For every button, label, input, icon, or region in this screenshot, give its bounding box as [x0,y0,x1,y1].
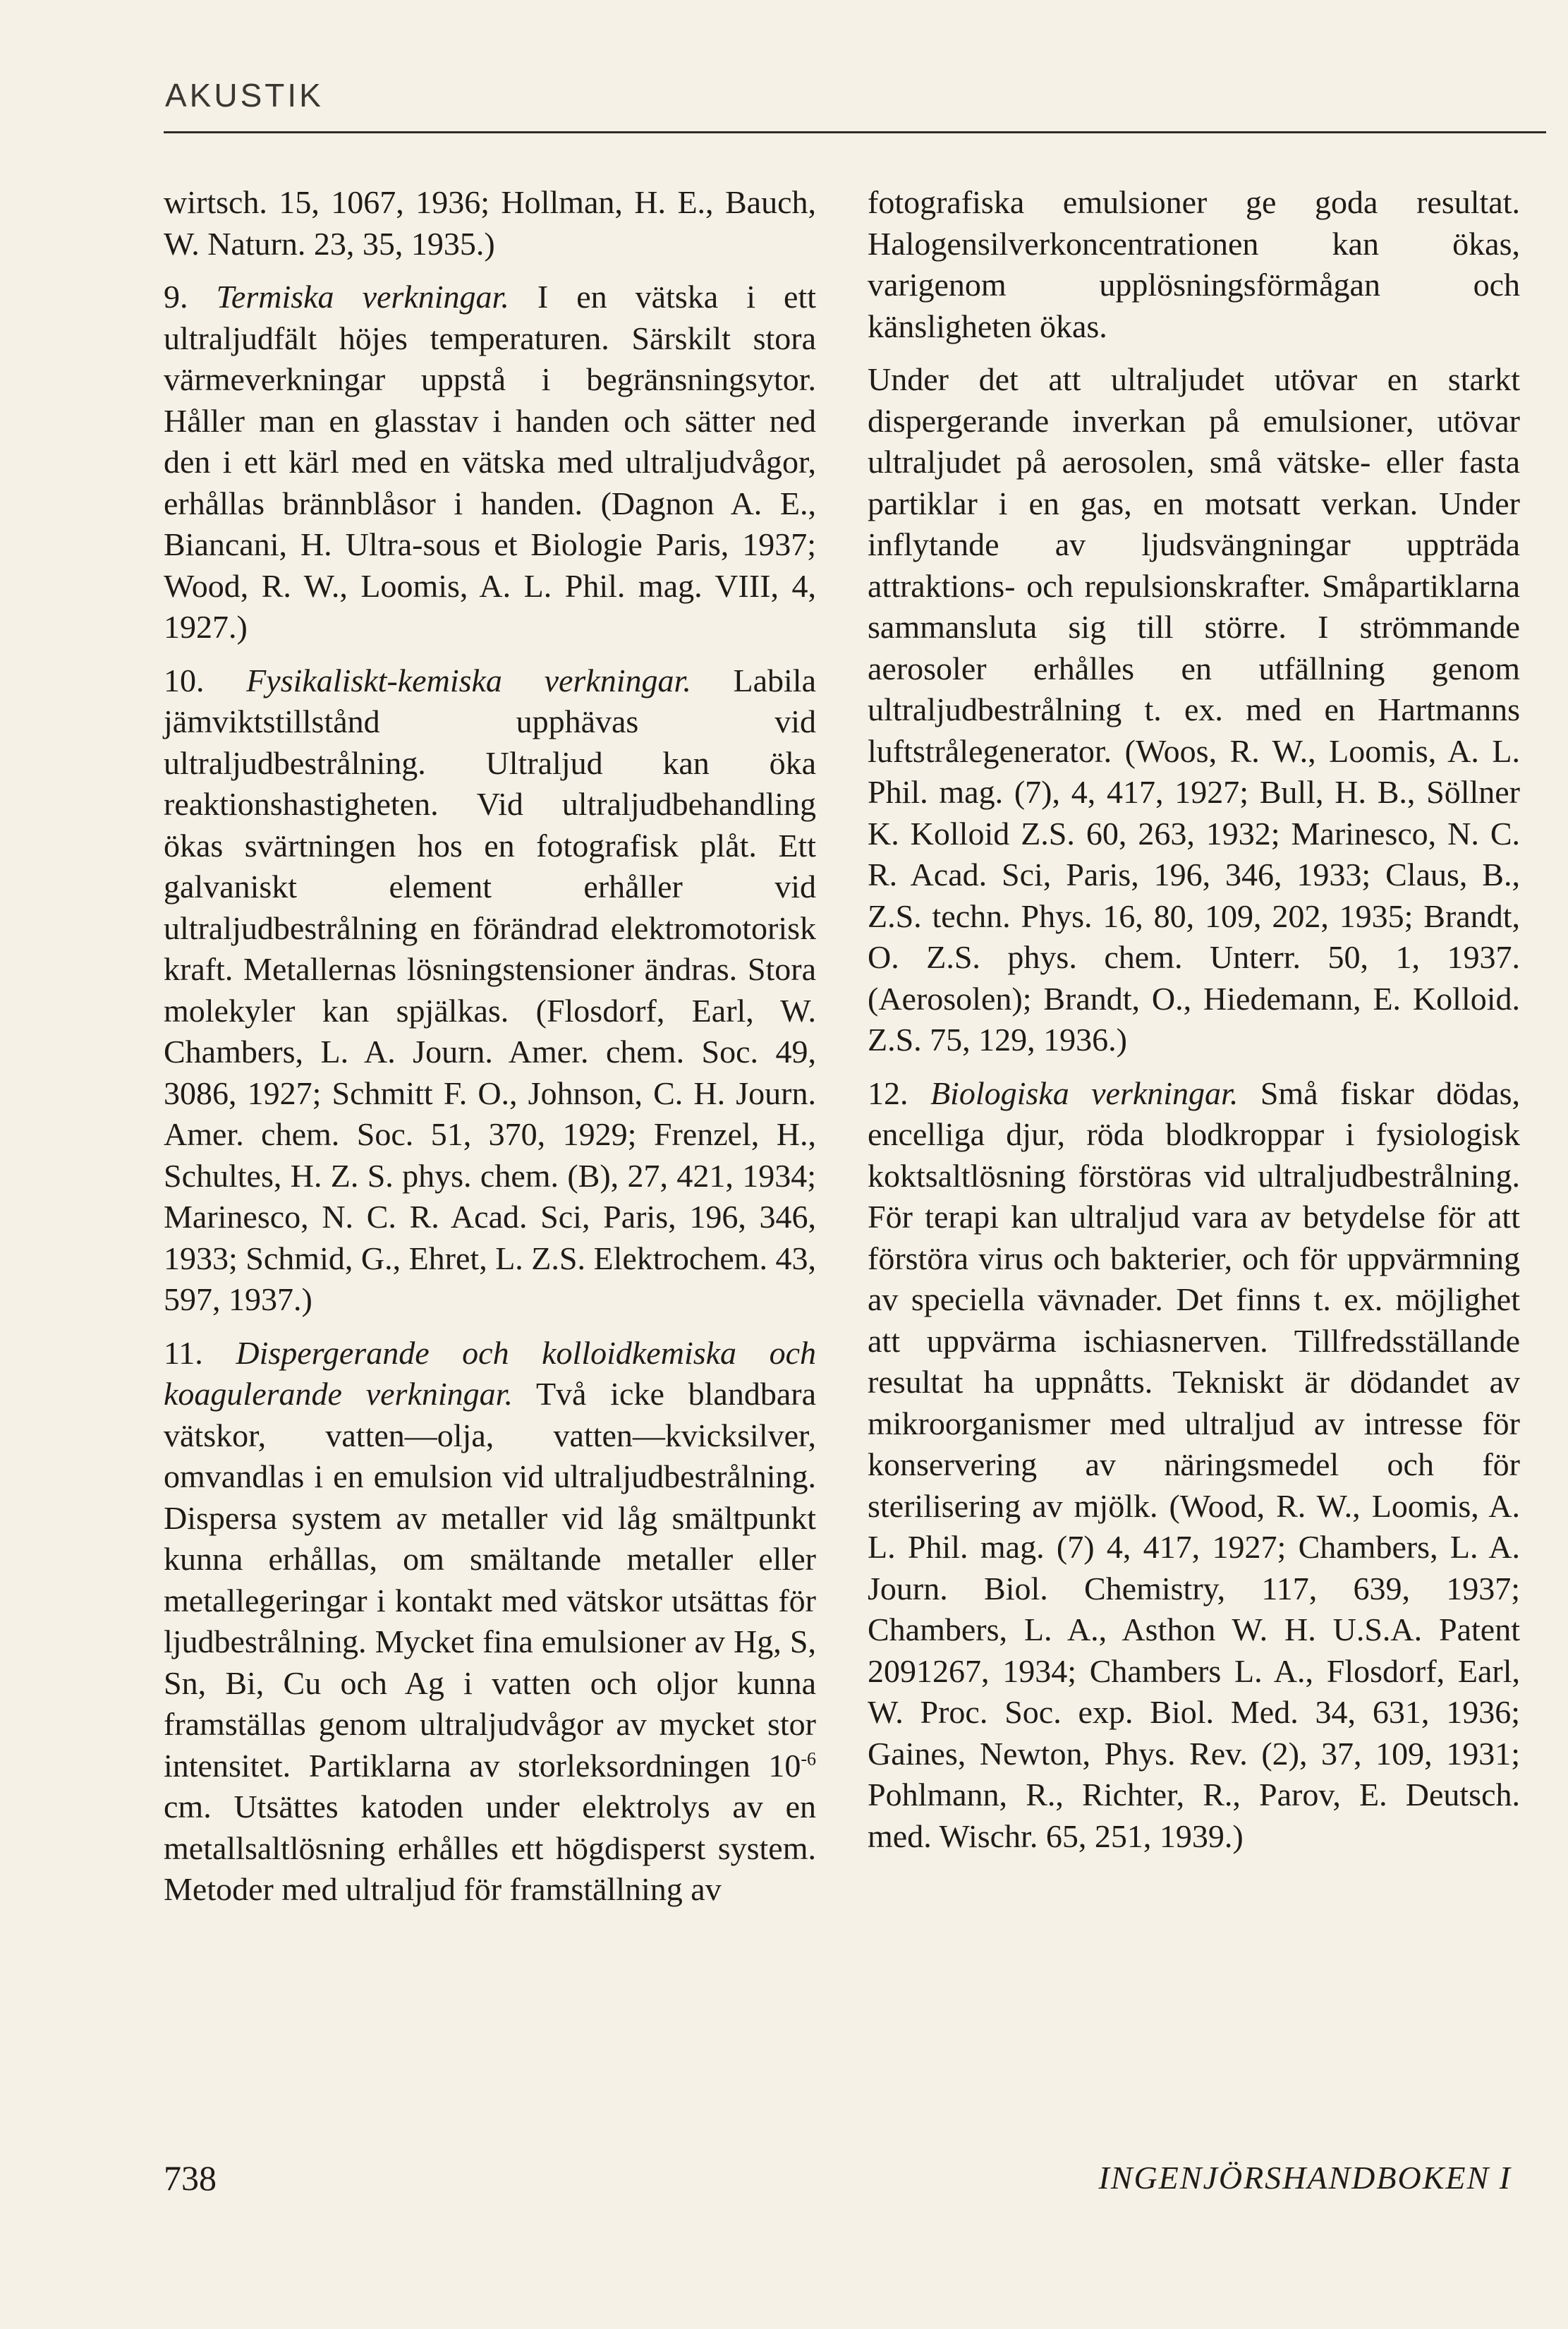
section-title: Fysikaliskt-kemiska verkningar. [246,662,691,698]
section-title: Biologiska verkningar. [930,1075,1239,1111]
right-column [868,182,1520,1869]
book-title: INGENJÖRSHANDBOKEN I [1098,2160,1512,2196]
section-12 [868,1073,1520,1858]
paragraph-aerosol: Under det att ultraljudet utövar en starkt dispergerande inverkan på emulsioner, utövar ultraljudet på aerosolen, små vätske- eller fasta partiklar i en gas, en motsatt verkan. Under inflytande av ljudsvängningar uppträda attraktions- och repulsionskrafter. Småpartiklarna sammansluta sig till större. I strömmande aerosoler erhålles en utfällning genom ultraljudbestrålning t. ex. med en Hartmanns luftstrålegenerator. (Woos, R. W., Loomis, A. L. Phil. mag. (7), 4, 417, 1927; Bull, H. B., Söllner K. Kolloid Z.S. 60, 263, 1932; Marinesco, N. C. R. Acad. Sci, Paris, 196, 346, 1933; Claus, B., Z.S. techn. Phys. 16, 80, 109, 202, 1935; Brandt, O. Z.S. phys. chem. Unterr. 50, 1, 1937. (Aerosolen); Brandt, O., Hiedemann, E. Kolloid. Z.S. 75, 129, 1936.) [868,361,1520,1058]
section-body-continued: cm. Utsättes katoden under elektrolys av en metallsaltlösning erhålles ett högdisperst system. Metoder med ultraljud för framställning av [164,1789,816,1907]
header-rule [164,131,1546,133]
exponent: -6 [801,1748,816,1770]
left-column [164,182,816,1923]
section-title: Termiska verkningar. [216,279,509,315]
section-body: Små fiskar dödas, encelliga djur, röda blodkroppar i fysiologisk koktsaltlösning förstöras vid ultraljudbestrålning. För terapi kan ultraljud vara av betydelse för att förstöra virus och bakterier, och för uppvärmning av speciella vävnader. Det finns t. ex. möjlighet att uppvärma ischiasnerven. Tillfredsställande resultat ha uppnåtts. Tekniskt är dödandet av mikroorganismer med ultraljud av intresse för konservering av näringsmedel och för sterilisering av mjölk. (Wood, R. W., Loomis, A. L. Phil. mag. (7) 4, 417, 1927; Chambers, L. A. Journ. Biol. Chemistry, 117, 639, 1937; Chambers, L. A., Asthon W. H. U.S.A. Patent 2091267, 1934; Chambers L. A., Flosdorf, Earl, W. Proc. Soc. exp. Biol. Med. 34, 631, 1936; Gaines, Newton, Phys. Rev. (2), 37, 109, 1931; Pohlmann, R., Richter, R., Parov, E. Deutsch. med. Wischr. 65, 251, 1939.) [868,1075,1521,1854]
page-number: 738 [164,2158,217,2198]
section-title: Dispergerande och kolloidkemiska och koagulerande verkningar. [164,1334,817,1412]
section-number: 10. [164,662,205,698]
section-body: Labila jämviktstillstånd upphävas vid ultraljudbestrålning. Ultraljud kan öka reaktionshastigheten. Vid ultraljudbehandling ökas svärtningen hos en fotografisk plåt. Ett galvaniskt element erhåller vid ultraljudbestrålning en förändrad elektromotorisk kraft. Metallernas lösningstensioner ändras. Stora molekyler kan spjälkas. (Flosdorf, Earl, W. Chambers, L. A. Journ. Amer. chem. Soc. 49, 3086, 1927; Schmitt F. O., Johnson, C. H. Journ. Amer. chem. Soc. 51, 370, 1929; Frenzel, H., Schultes, H. Z. S. phys. chem. (B), 27, 421, 1934; Marinesco, N. C. R. Acad. Sci, Paris, 196, 346, 1933; Schmid, G., Ehret, L. Z.S. Elektrochem. 43, 597, 1937.) [164,662,816,1317]
section-number: 9. [164,279,188,315]
section-body: I en vätska i ett ultraljudfält höjes temperaturen. Särskilt stora värmeverkningar uppstå i begränsningsytor. Håller man en glasstav i handen och sätter ned den i ett kärl med en vätska med ultraljudvågor, erhållas brännblåsor i handen. (Dagnon A. E., Biancani, H. Ultra-sous et Biologie Paris, 1937; Wood, R. W., Loomis, A. L. Phil. mag. VIII, 4, 1927.) [164,279,817,645]
running-head: AKUSTIK [165,77,324,114]
section-11 [164,1333,816,1911]
section-9 [164,277,816,648]
section-body: Två icke blandbara vätskor, vatten—olja, vatten—kvicksilver, omvandlas i en emulsion vid ultraljudbestrålning. Dispersa system av metaller vid låg smältpunkt kunna erhållas, om smältande metaller eller metallegeringar i kontakt med vätskor utsättas för ljudbestrålning. Mycket fina emulsioner av Hg, S, Sn, Bi, Cu och Ag i vatten och oljor kunna framställas genom ultraljudvågor av mycket stor intensitet. Partiklarna av storleksordningen 10 [164,1376,817,1784]
paragraph-continuation: fotografiska emulsioner ge goda resultat. Halogensilverkoncentrationen kan ökas, varigenom upplösningsförmågan och känsligheten ökas. [868,184,1520,344]
section-number: 11. [164,1334,203,1371]
section-10 [164,660,816,1321]
paragraph-continuation: wirtsch. 15, 1067, 1936; Hollman, H. E., Bauch, W. Naturn. 23, 35, 1935.) [164,184,816,262]
section-number: 12. [868,1075,908,1111]
